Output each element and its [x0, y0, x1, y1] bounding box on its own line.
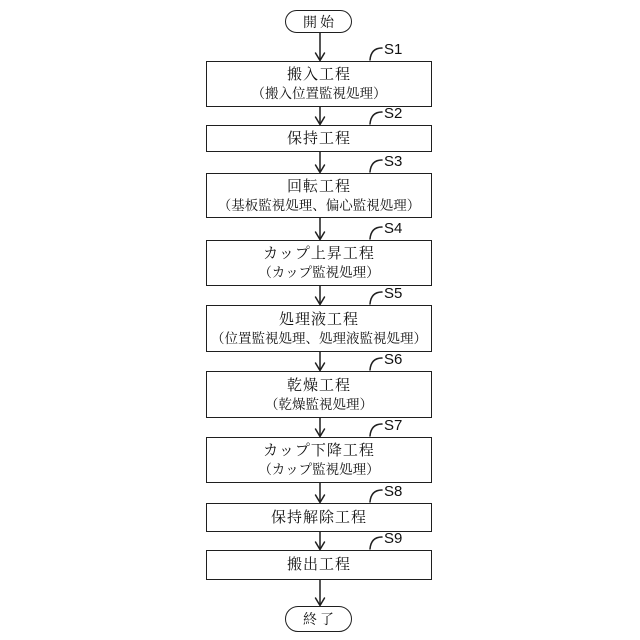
- leader-line-s1: [370, 48, 382, 60]
- flow-arrow-start-s1: [316, 33, 325, 61]
- process-title: カップ上昇工程: [263, 245, 375, 262]
- leader-line-s9: [370, 537, 382, 549]
- process-title: 処理液工程: [278, 310, 359, 328]
- leader-line-s2: [370, 112, 382, 124]
- process-title: カップ下降工程: [263, 442, 375, 459]
- step-label-s6: S6: [384, 351, 403, 368]
- process-title: 回転工程: [286, 177, 351, 195]
- process-title: 搬出工程: [286, 556, 351, 573]
- process-box-s3: [206, 173, 432, 218]
- flow-arrow-s7-s8: [316, 483, 325, 503]
- leader-line-s3: [370, 160, 382, 172]
- flow-arrow-s3-s4: [316, 218, 325, 240]
- process-subtitle: （搬入位置監視処理）: [251, 86, 387, 101]
- process-box-s7: [206, 437, 432, 483]
- flow-arrow-s4-s5: [316, 286, 325, 305]
- process-box-s1: [206, 61, 432, 107]
- flow-arrow-s2-s3: [316, 152, 325, 173]
- process-box-s6: [206, 371, 432, 418]
- flow-arrow-s5-s6: [316, 352, 325, 371]
- terminal-end-label: 終了: [303, 611, 337, 627]
- flow-arrow-s6-s7: [316, 418, 325, 437]
- process-box-s2: [206, 125, 432, 152]
- process-title: 搬入工程: [286, 66, 351, 83]
- step-label-s8: S8: [384, 483, 403, 500]
- process-title: 保持工程: [286, 129, 351, 147]
- process-subtitle: （乾燥監視処理）: [265, 396, 373, 412]
- leader-line-s7: [370, 424, 382, 436]
- process-box-s5: [206, 305, 432, 352]
- terminal-end: [285, 606, 352, 632]
- leader-line-s5: [370, 292, 382, 304]
- process-title: 乾燥工程: [286, 376, 351, 394]
- process-subtitle: （カップ監視処理）: [258, 265, 380, 280]
- terminal-start: [285, 10, 352, 33]
- step-label-s3: S3: [384, 153, 403, 170]
- leader-line-s8: [370, 490, 382, 502]
- flow-arrow-s1-s2: [316, 107, 325, 125]
- process-subtitle: （位置監視処理、処理液監視処理）: [211, 330, 427, 346]
- terminal-start-label: 開始: [303, 13, 337, 30]
- process-subtitle: （基板監視処理、偏心監視処理）: [217, 197, 421, 213]
- process-box-s4: [206, 240, 432, 286]
- process-subtitle: （カップ監視処理）: [258, 462, 380, 477]
- process-box-s8: [206, 503, 432, 532]
- leader-line-s4: [370, 227, 382, 239]
- process-box-s9: [206, 550, 432, 580]
- step-label-s9: S9: [384, 530, 403, 547]
- step-label-s1: S1: [384, 41, 403, 58]
- flow-arrow-s8-s9: [316, 532, 325, 550]
- leader-line-s6: [370, 358, 382, 370]
- step-label-s7: S7: [384, 417, 403, 434]
- step-label-s5: S5: [384, 285, 403, 302]
- step-label-s4: S4: [384, 220, 403, 237]
- flow-arrow-s9-end: [316, 580, 325, 606]
- process-title: 保持解除工程: [270, 508, 367, 526]
- step-label-s2: S2: [384, 105, 403, 122]
